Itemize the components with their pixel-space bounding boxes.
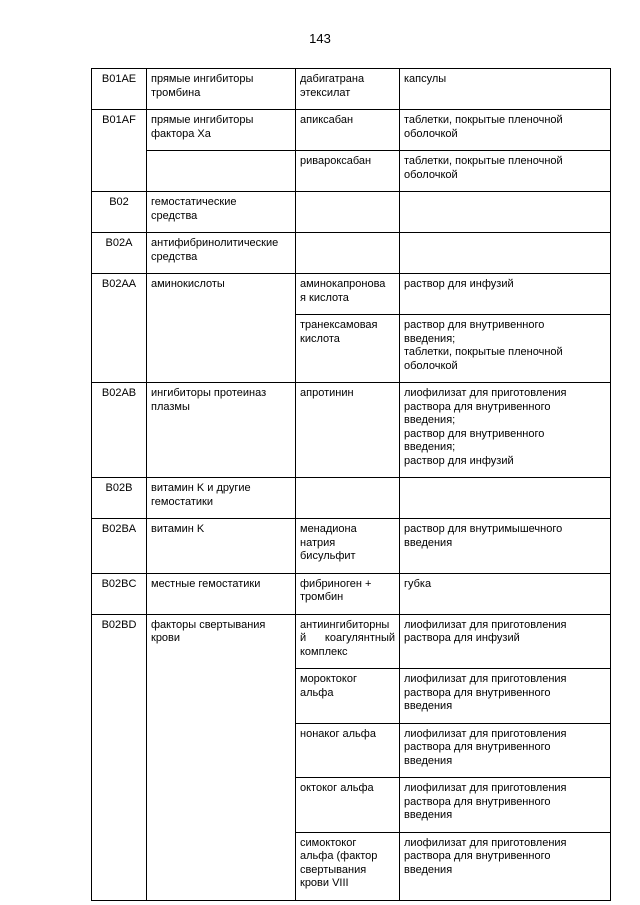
substance-cell: апиксабан [296,110,400,151]
group-cell: аминокислоты [147,274,296,383]
table-row [92,192,611,233]
substance-cell: антиингибиторны й коагулянтный комплекс [296,614,400,669]
table-row [92,614,611,669]
substance-cell: ривароксабан [296,151,400,192]
table-row [92,110,611,151]
group-cell: местные гемостатики [147,573,296,614]
group-cell: прямые ингибиторы тромбина [147,69,296,110]
table-row [92,573,611,614]
dosage-form-cell [400,192,611,233]
atc-code-cell: B02BC [92,573,147,614]
substance-cell: апротинин [296,383,400,478]
dosage-form-cell: лиофилизат для приготовления раствора для инфузий [400,614,611,669]
table-row [92,274,611,315]
group-cell: прямые ингибиторы фактора Xa [147,110,296,151]
page-number: 143 [309,31,331,46]
dosage-form-cell: лиофилизат для приготовления раствора для внутривенного введения [400,832,611,900]
group-cell: гемостатические средства [147,192,296,233]
substance-cell: аминокапронова я кислота [296,274,400,315]
atc-code-cell: B02AA [92,274,147,383]
substance-cell: нонаког альфа [296,723,400,778]
dosage-form-cell: таблетки, покрытые пленочной оболочкой [400,110,611,151]
drug-classification-table [91,68,611,901]
atc-code-cell: B01AE [92,69,147,110]
atc-code-cell: B02AB [92,383,147,478]
atc-code-cell: B02 [92,192,147,233]
group-cell: факторы свертывания крови [147,614,296,900]
group-cell: антифибринолитические средства [147,233,296,274]
group-cell: витамин K [147,519,296,574]
table-row [92,519,611,574]
substance-cell: октоког альфа [296,778,400,833]
atc-code-cell: B02BA [92,519,147,574]
group-cell [147,151,296,192]
atc-code-cell: B02BD [92,614,147,900]
table-row [92,233,611,274]
substance-cell: менадиона натрия бисульфит [296,519,400,574]
dosage-form-cell: раствор для внутримышечного введения [400,519,611,574]
table-row [92,478,611,519]
dosage-form-cell: раствор для инфузий [400,274,611,315]
substance-cell [296,478,400,519]
substance-cell [296,192,400,233]
dosage-form-cell: раствор для внутривенного введения; таблетки, покрытые пленочной оболочкой [400,315,611,383]
dosage-form-cell: таблетки, покрытые пленочной оболочкой [400,151,611,192]
substance-cell: симоктоког альфа (фактор свертывания крови VIII [296,832,400,900]
substance-cell: фибриноген + тромбин [296,573,400,614]
substance-cell: дабигатрана этексилат [296,69,400,110]
atc-code-cell: B02A [92,233,147,274]
dosage-form-cell: лиофилизат для приготовления раствора для внутривенного введения [400,669,611,724]
group-cell: витамин K и другие гемостатики [147,478,296,519]
dosage-form-cell: лиофилизат для приготовления раствора для внутривенного введения [400,778,611,833]
table-row [92,69,611,110]
table-row [92,151,611,192]
group-cell: ингибиторы протеиназ плазмы [147,383,296,478]
dosage-form-cell [400,233,611,274]
dosage-form-cell: капсулы [400,69,611,110]
atc-code-cell: B02B [92,478,147,519]
substance-cell: мороктоког альфа [296,669,400,724]
atc-code-cell: B01AF [92,110,147,192]
substance-cell: транексамовая кислота [296,315,400,383]
dosage-form-cell: лиофилизат для приготовления раствора для внутривенного введения [400,723,611,778]
substance-cell [296,233,400,274]
dosage-form-cell: губка [400,573,611,614]
table-row [92,383,611,478]
dosage-form-cell: лиофилизат для приготовления раствора для внутривенного введения; раствор для внутривенного введения; раствор для инфузий [400,383,611,478]
dosage-form-cell [400,478,611,519]
